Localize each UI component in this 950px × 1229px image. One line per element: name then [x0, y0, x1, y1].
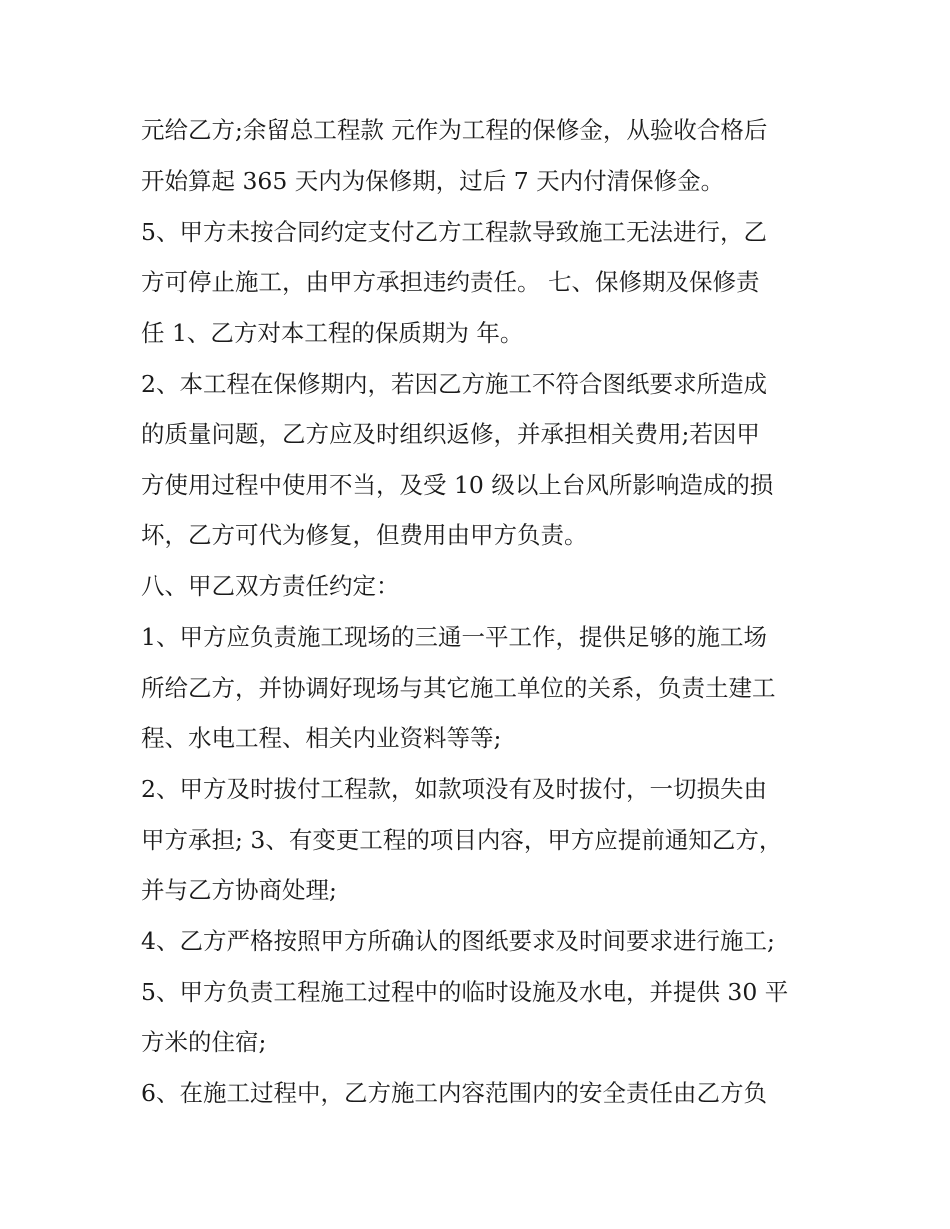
text-line: 的质量问题，乙方应及时组织返修，并承担相关费用;若因甲 [141, 420, 760, 448]
text-line: 6、在施工过程中，乙方施工内容范围内的安全责任由乙方负 [141, 1079, 767, 1107]
text-line: 并与乙方协商处理; [141, 876, 337, 904]
text-line: 方米的住宿; [141, 1028, 267, 1056]
text-line: 八、甲乙双方责任约定： [141, 572, 400, 600]
text-line: 4、乙方严格按照甲方所确认的图纸要求及时间要求进行施工; [141, 927, 775, 955]
text-line: 所给乙方，并协调好现场与其它施工单位的关系，负责土建工 [141, 674, 776, 702]
text-line: 元给乙方;余留总工程款 元作为工程的保修金，从验收合格后 [141, 116, 768, 144]
text-line: 坏，乙方可代为修复，但费用由甲方负责。 [141, 521, 588, 549]
text-line: 5、甲方未按合同约定支付乙方工程款导致施工无法进行，乙 [141, 218, 767, 246]
text-line: 甲方承担; 3、有变更工程的项目内容，甲方应提前通知乙方， [141, 826, 783, 854]
text-line: 方使用过程中使用不当，及受 10 级以上台风所影响造成的损 [141, 471, 774, 499]
text-line: 开始算起 365 天内为保修期，过后 7 天内付清保修金。 [141, 167, 725, 195]
text-line: 任 1、乙方对本工程的保质期为 年。 [141, 319, 524, 347]
text-line: 2、本工程在保修期内，若因乙方施工不符合图纸要求所造成 [141, 370, 767, 398]
text-line: 5、甲方负责工程施工过程中的临时设施及水电，并提供 30 平 [141, 978, 789, 1006]
text-line: 1、甲方应负责施工现场的三通一平工作，提供足够的施工场 [141, 623, 767, 651]
text-line: 2、甲方及时拔付工程款，如款项没有及时拔付，一切损失由 [141, 775, 767, 803]
text-line: 程、水电工程、相关内业资料等等; [141, 724, 502, 752]
text-line: 方可停止施工，由甲方承担违约责任。 七、保修期及保修责 [141, 268, 760, 296]
